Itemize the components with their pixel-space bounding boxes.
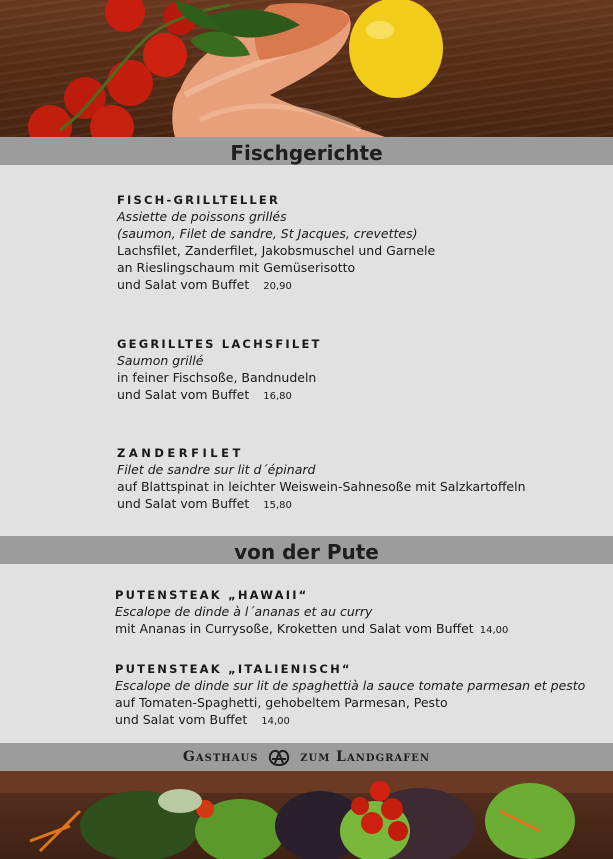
item-name: FISCH-GRILLTELLER (117, 193, 281, 207)
logo-text-right: zum Landgrafen (300, 749, 431, 765)
menu-item-putensteak-italienisch (115, 661, 585, 730)
item-german-line: in feiner Fischsoße, Bandnudeln (117, 370, 317, 385)
item-french-line: Saumon grillé (117, 353, 204, 368)
item-german-line: und Salat vom Buffet (117, 277, 250, 292)
item-price: 15,80 (263, 500, 292, 511)
header-food-photo (0, 0, 613, 137)
item-name: PUTENSTEAK „HAWAII“ (115, 588, 309, 602)
item-french-line: (saumon, Filet de sandre, St Jacques, crevettes) (117, 226, 418, 241)
item-german-line: auf Tomaten-Spaghetti, gehobeltem Parmesan, Pesto (115, 695, 448, 710)
section-band-fischgerichte (0, 137, 613, 165)
logo-text-left: Gasthaus (182, 749, 259, 765)
item-price: 16,80 (263, 391, 292, 402)
item-french-line: Escalope de dinde à l´ananas et au curry (115, 604, 373, 619)
item-german-line: mit Ananas in Currysoße, Kroketten und Salat vom Buffet (115, 621, 474, 636)
item-german-line: und Salat vom Buffet (117, 387, 250, 402)
section-band-von-der-pute (0, 536, 613, 564)
menu-item-fisch-grillteller (117, 192, 435, 295)
item-price: 14,00 (479, 625, 509, 636)
footer-logo-band (0, 743, 613, 771)
item-french-line: Filet de sandre sur lit d´épinard (117, 462, 316, 477)
item-german-line: auf Blattspinat in leichter Weiswein-Sahnesoße mit Salzkartoffeln (117, 479, 526, 494)
item-french-line: Escalope de dinde sur lit de spaghettià la sauce tomate parmesan et pesto (115, 678, 586, 693)
menu-item-gegrilltes-lachsfilet (117, 336, 322, 405)
item-french-line: Assiette de poissons grillés (117, 209, 287, 224)
item-german-line: und Salat vom Buffet (117, 496, 250, 511)
item-name: ZANDERFILET (117, 446, 244, 460)
item-german-line: Lachsfilet, Zanderfilet, Jakobsmuschel und Garnele (117, 243, 436, 258)
item-german-line: an Rieslingschaum mit Gemüserisotto (117, 260, 356, 275)
item-german-line: und Salat vom Buffet (115, 712, 248, 727)
section-von-der-pute (0, 564, 613, 743)
item-name: PUTENSTEAK „ITALIENISCH“ (115, 662, 352, 676)
item-price: 14,00 (261, 716, 290, 727)
salmon-tomato-lemon-illustration (0, 0, 613, 137)
section-title: Fischgerichte (230, 141, 383, 165)
item-price: 20,90 (263, 281, 292, 292)
item-name: GEGRILLTES LACHSFILET (117, 337, 322, 351)
section-fischgerichte (0, 165, 613, 536)
menu-item-putensteak-hawaii (115, 587, 508, 639)
menu-item-zanderfilet (117, 445, 526, 514)
pretzel-icon (267, 747, 291, 767)
footer-salad-photo (0, 771, 613, 859)
restaurant-logo (183, 749, 430, 765)
section-title: von der Pute (234, 540, 379, 564)
salad-vegetables-illustration (0, 771, 613, 859)
